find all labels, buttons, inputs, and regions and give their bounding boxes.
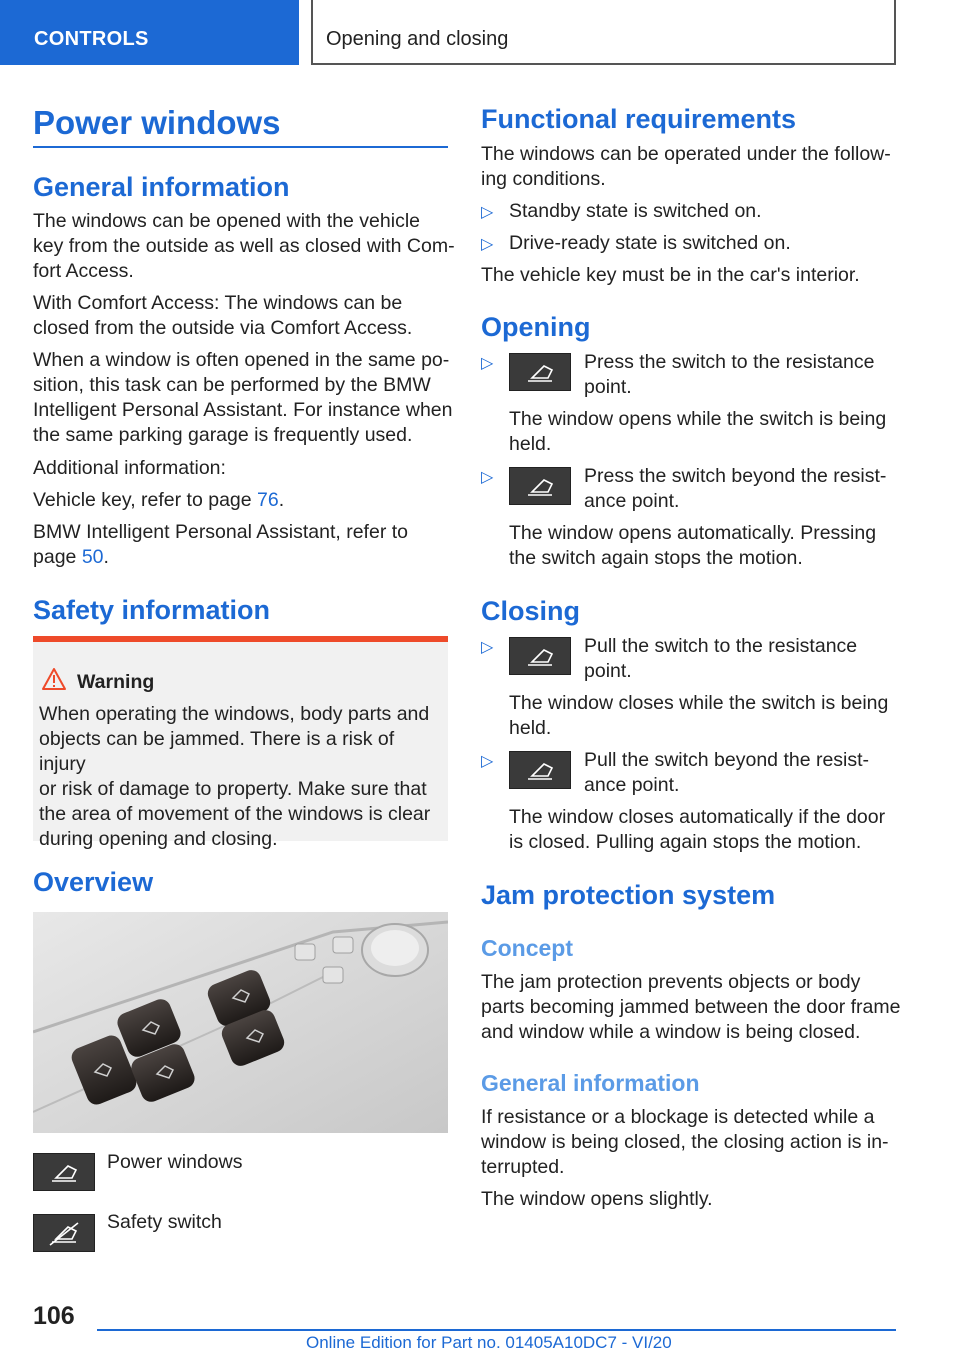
jam-general-info-heading: General information bbox=[481, 1070, 700, 1096]
general-p2-line2: closed from the outside via Comfort Access. bbox=[33, 317, 413, 339]
page-title: Power windows bbox=[33, 104, 281, 141]
bullet-icon: ▷ bbox=[481, 236, 494, 253]
title-rule bbox=[33, 146, 448, 148]
concept-line3: and window while a window is being closed. bbox=[481, 1021, 861, 1043]
footer-edition: Online Edition for Part no. 01405A10DC7 - VI/20 bbox=[306, 1333, 672, 1352]
jam-general-line1: If resistance or a blockage is detected while a bbox=[481, 1106, 875, 1128]
jam-general-line2: window is being closed, the closing action is in- bbox=[481, 1131, 889, 1153]
general-p3-line2: sition, this task can be performed by the BMW bbox=[33, 374, 431, 396]
general-p1-line1: The windows can be opened with the vehicle bbox=[33, 210, 420, 232]
general-p3-line4: the same parking garage is frequently used. bbox=[33, 424, 413, 446]
warning-line: during opening and closing. bbox=[39, 828, 278, 850]
close1-line2: point. bbox=[584, 660, 632, 682]
assistant-reference-line1: BMW Intelligent Personal Assistant, refer to bbox=[33, 521, 408, 543]
general-p1-line2: key from the outside as well as closed with Com- bbox=[33, 235, 455, 257]
jam-general-line3: terrupted. bbox=[481, 1156, 565, 1178]
open2-line3: The window opens automatically. Pressing bbox=[509, 522, 877, 544]
warning-line: objects can be jammed. There is a risk of injury bbox=[39, 728, 395, 775]
additional-info: Additional information: bbox=[33, 457, 226, 479]
general-p1-line3: fort Access. bbox=[33, 260, 134, 282]
func-bullet-standby: Standby state is switched on. bbox=[509, 200, 762, 222]
bullet-icon: ▷ bbox=[481, 204, 494, 221]
close1-line1: Pull the switch to the resistance bbox=[584, 635, 858, 657]
close2-line3: The window closes automatically if the door bbox=[509, 806, 886, 828]
func-p-line2: ing conditions. bbox=[481, 168, 606, 190]
footer-rule bbox=[97, 1329, 896, 1331]
open1-line4: held. bbox=[509, 433, 552, 455]
warning-box bbox=[33, 636, 448, 850]
assistant-page-link[interactable]: 50 bbox=[81, 546, 104, 568]
vehicle-key-ref-text: Vehicle key, refer to page bbox=[33, 489, 258, 511]
chapter-tab: CONTROLS bbox=[0, 0, 299, 65]
legend-power-windows: Power windows bbox=[107, 1151, 243, 1173]
section-title: Opening and closing bbox=[311, 0, 896, 65]
open2-line1: Press the switch beyond the resist- bbox=[584, 465, 887, 487]
power-window-switch-icon bbox=[509, 467, 571, 505]
power-window-switch-icon bbox=[33, 1153, 95, 1191]
overview-heading: Overview bbox=[33, 867, 154, 897]
vehicle-key-page-link[interactable]: 76 bbox=[257, 489, 279, 511]
general-p2-line1: With Comfort Access: The windows can be bbox=[33, 292, 403, 314]
assistant-reference-line2 bbox=[33, 545, 109, 570]
safety-switch-icon bbox=[33, 1214, 95, 1252]
warning-line: the area of movement of the windows is clear bbox=[39, 803, 431, 825]
concept-heading: Concept bbox=[481, 935, 573, 961]
functional-requirements-heading: Functional requirements bbox=[481, 104, 797, 134]
power-window-switch-icon bbox=[509, 637, 571, 675]
close2-line4: is closed. Pulling again stops the motion. bbox=[509, 831, 862, 853]
power-window-switch-icon bbox=[509, 353, 571, 391]
bullet-icon: ▷ bbox=[481, 639, 494, 656]
open2-line4: the switch again stops the motion. bbox=[509, 547, 803, 569]
general-p3-line3: Intelligent Personal Assistant. For instance when bbox=[33, 399, 453, 421]
func-p2: The vehicle key must be in the car's interior. bbox=[481, 264, 860, 286]
page-number: 106 bbox=[33, 1302, 75, 1330]
general-p3-line1: When a window is often opened in the same po- bbox=[33, 349, 450, 371]
period: . bbox=[278, 489, 285, 511]
power-window-switch-icon bbox=[509, 751, 571, 789]
bullet-icon: ▷ bbox=[481, 753, 494, 770]
general-info-heading: General information bbox=[33, 172, 290, 202]
concept-line1: The jam protection prevents objects or body bbox=[481, 971, 861, 993]
warning-title: Warning bbox=[77, 671, 155, 693]
safety-info-heading: Safety information bbox=[33, 595, 271, 625]
open1-line1: Press the switch to the resistance bbox=[584, 351, 875, 373]
open1-line2: point. bbox=[584, 376, 632, 398]
power-windows-photo bbox=[33, 912, 448, 1133]
close1-line4: held. bbox=[509, 717, 552, 739]
legend-safety-switch: Safety switch bbox=[107, 1211, 222, 1233]
open1-line3: The window opens while the switch is being bbox=[509, 408, 887, 430]
close1-line3: The window closes while the switch is being bbox=[509, 692, 889, 714]
func-bullet-drive-ready: Drive-ready state is switched on. bbox=[509, 232, 791, 254]
open2-line2: ance point. bbox=[584, 490, 680, 512]
close2-line1: Pull the switch beyond the resist- bbox=[584, 749, 870, 771]
warning-triangle-icon bbox=[41, 667, 67, 691]
assistant-ref-page-text: page bbox=[33, 546, 82, 568]
concept-line2: parts becoming jammed between the door frame bbox=[481, 996, 901, 1018]
func-p-line1: The windows can be operated under the follow- bbox=[481, 143, 891, 165]
opening-heading: Opening bbox=[481, 312, 591, 342]
period: . bbox=[103, 546, 109, 568]
bullet-icon: ▷ bbox=[481, 355, 494, 372]
close2-line2: ance point. bbox=[584, 774, 680, 796]
bullet-icon: ▷ bbox=[481, 469, 494, 486]
jam-protection-heading: Jam protection system bbox=[481, 880, 776, 910]
warning-text bbox=[39, 702, 439, 852]
jam-general-line4: The window opens slightly. bbox=[481, 1188, 713, 1210]
warning-line: When operating the windows, body parts and bbox=[39, 703, 430, 725]
warning-line: or risk of damage to property. Make sure that bbox=[39, 778, 427, 800]
vehicle-key-reference bbox=[33, 488, 284, 513]
closing-heading: Closing bbox=[481, 596, 580, 626]
